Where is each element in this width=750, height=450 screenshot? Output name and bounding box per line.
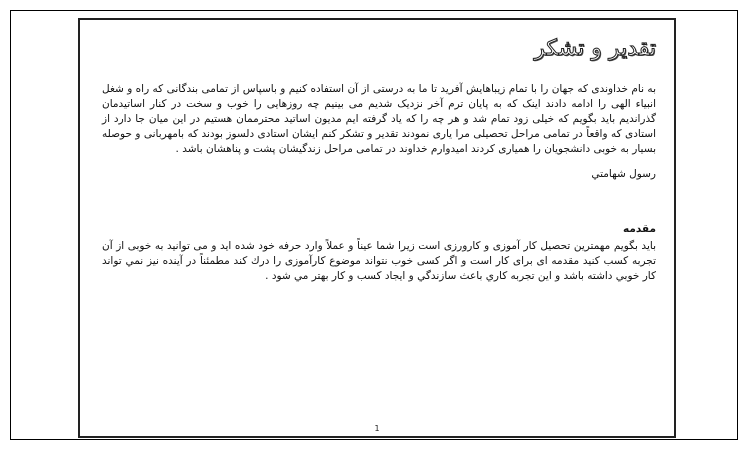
introduction-paragraph: باید بگویم مهمترین تحصیل کار آموزی و کارورزی است زیرا شما عیناً و عملاً وارد حرفه خود شده اید و می توانید به خوبی از آن تجربه کسب کنید مقدمه ای برای کار است و اگر کسی خوب نتواند موضوع کارآموزی را درك كند مطمئناً در آينده نيز نمي تواند كار خوبي داشته باشد و اين تجربه كاري باعث سازندگي و ايجاد كسب و كار بهتر مي شود . (102, 240, 656, 282)
page-bottom-border (80, 436, 674, 438)
page-content (102, 20, 656, 438)
introduction-heading: مقدمه (623, 223, 656, 235)
page-number: 1 (374, 424, 380, 433)
author-signature: رسول شهامتي (591, 168, 656, 180)
document-title: تقدير و تشكر (534, 36, 656, 61)
document-page (78, 18, 676, 438)
acknowledgement-paragraph: به نام خداوندی که جهان را با تمام زیباهایش آفرید تا ما به درستی از آن استفاده کنیم و باسپاس از تمامی بندگانی که راه و شغل انبیاء الهی را ادامه دادند اینک که به پایان ترم آخر نزدیک شدیم می بینیم چه روزهایی را خوب و سخت در کنار اساتیدمان گذراندیم باید بگویم که خیلی زود تمام شد و هر چه را که یاد گرفته ایم مدیون اساتید محترممان هستیم در این میان جا دارد از استادی که واقعاً در تمامی مراحل تحصیلی مرا یاری نمودند تقدیر و تشکر کنم ایشان استادی دلسوز بودند که بامهربانی و حوصله بسیار به خوبی دانشجویان را همیاری کردند امیدوارم خداوند در تمامی مراحل زندگیشان پشت و پناهشان باشد . (102, 83, 656, 155)
